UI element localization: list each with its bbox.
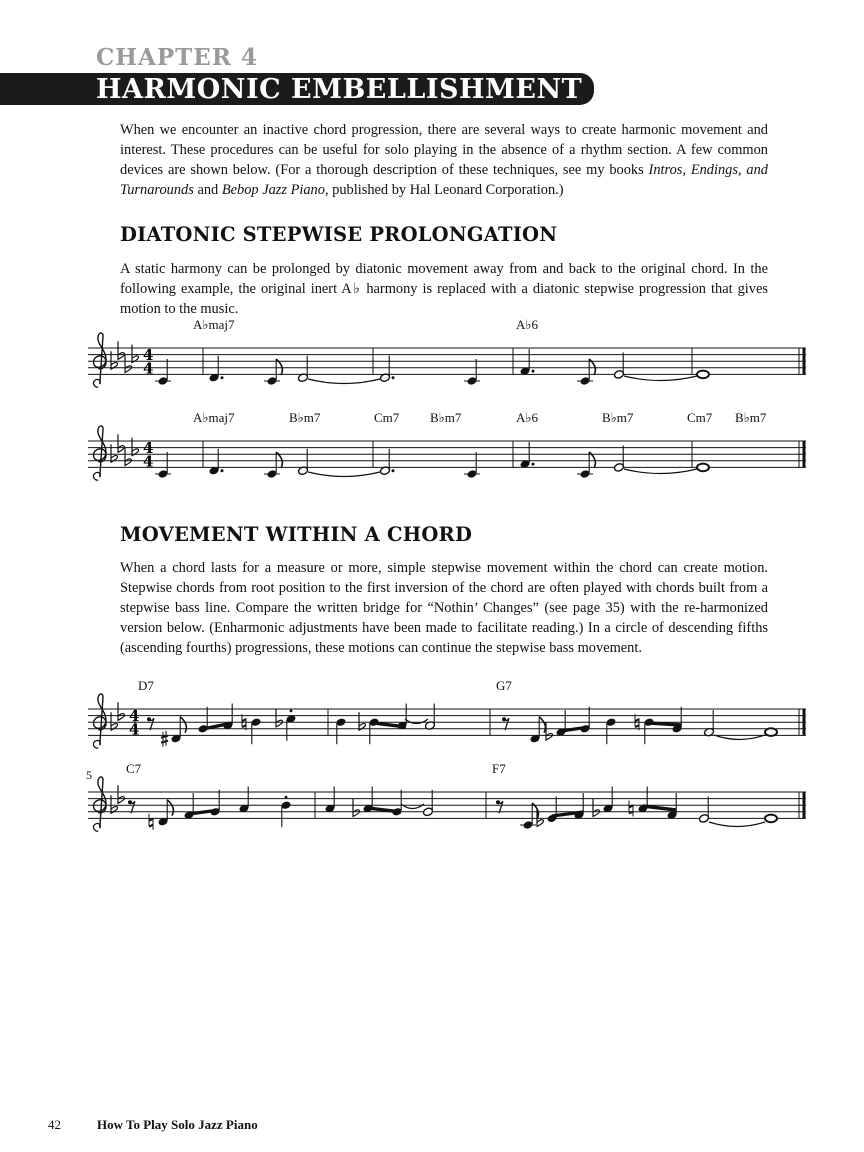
section-heading-diatonic: DIATONIC STEPWISE PROLONGATION: [120, 223, 558, 246]
footer-book-title: How To Play Solo Jazz Piano: [97, 1117, 258, 1132]
chord-symbol: A♭maj7: [193, 317, 235, 332]
time-signature-top: 4: [143, 346, 154, 365]
note-flag: [180, 717, 186, 733]
natural-icon: [629, 801, 633, 817]
chord-symbol: D7: [138, 678, 154, 693]
chord-symbol: G7: [496, 678, 512, 693]
augmentation-dot: [221, 469, 224, 472]
measure-number: 5: [86, 768, 92, 782]
section-paragraph-movement: When a chord lasts for a measure or more, simple stepwise movement within the chord can create motion. Stepwise chords from root position to the first inversion of the chord are often played with chords built from a stepwise bass line. Compare the written bridge for “Nothin’ Changes” (see page 35) with the re-harmonized version below. (Enharmonic adjustments have been made to facilitate reading.) In a circle of descending fifths (ascending fourths) progressions, these motions can continue the stepwise bass movement.: [120, 560, 768, 656]
staff-example-4: [86, 761, 806, 831]
flat-icon: [118, 702, 125, 720]
eighth-rest-icon: [147, 717, 154, 730]
whole-note: [765, 728, 777, 736]
chord-symbol: F7: [492, 761, 506, 776]
staccato-dot: [290, 710, 293, 713]
flat-icon: [546, 722, 553, 740]
chord-symbol: A♭6: [516, 410, 539, 425]
page-number: 42: [48, 1117, 61, 1132]
whole-note: [765, 815, 777, 823]
natural-icon: [149, 814, 153, 830]
tie: [709, 822, 765, 827]
eighth-rest-icon: [502, 717, 509, 730]
sharp-icon: [161, 731, 168, 747]
whole-note: [697, 464, 709, 472]
time-signature-top: 4: [143, 439, 154, 458]
note-flag: [167, 800, 173, 816]
beam: [649, 723, 681, 725]
chapter-title: HARMONIC EMBELLISHMENT: [96, 74, 583, 105]
chapter-label: CHAPTER 4: [96, 44, 258, 71]
staccato-dot: [285, 796, 288, 799]
treble-clef-icon: [93, 333, 106, 387]
flat-icon: [118, 785, 125, 803]
book-title-intros: Intros, Endings, and Turnarounds: [120, 162, 768, 198]
time-signature-bottom: 4: [143, 452, 154, 471]
staff-example-1: [88, 317, 806, 387]
section-heading-movement: MOVEMENT WITHIN A CHORD: [120, 523, 473, 546]
chord-symbol: C7: [126, 761, 142, 776]
tie: [308, 472, 380, 477]
flat-icon: [359, 712, 366, 730]
augmentation-dot: [392, 376, 395, 379]
chord-symbol: Cm7: [687, 410, 713, 425]
augmentation-dot: [221, 376, 224, 379]
note-flag: [539, 717, 545, 733]
whole-note: [697, 371, 709, 379]
flat-icon: [111, 444, 118, 462]
section-paragraph-diatonic: A static harmony can be prolonged by diatonic movement away from and back to the original chord. In the following example, the original inert A♭ harmony is replaced with a diatonic stepwise progression that gives motion to the music.: [120, 261, 768, 317]
chord-symbol: B♭m7: [735, 410, 767, 425]
tie: [624, 469, 697, 474]
tie: [401, 804, 424, 809]
flat-icon: [276, 709, 283, 727]
book-title-bebop: Bebop Jazz Piano: [221, 182, 325, 198]
augmentation-dot: [392, 469, 395, 472]
time-signature-bottom: 4: [143, 359, 154, 378]
staff-example-2: [88, 410, 806, 480]
flat-icon: [111, 795, 118, 813]
treble-clef-icon: [93, 777, 106, 831]
eighth-rest-icon: [128, 800, 135, 813]
tie: [308, 379, 380, 384]
flat-icon: [353, 799, 360, 817]
time-signature-bottom: 4: [129, 720, 140, 739]
flat-icon: [111, 712, 118, 730]
chord-symbol: B♭m7: [289, 410, 321, 425]
intro-paragraph: When we encounter an inactive chord progression, there are several ways to create harmonic movement and interest. These procedures can be useful for solo playing in the absence of a rhythm section. A few common devices are shown below. (For a thorough description of these techniques, see my books Intros, Endings, and Turnarounds and Bebop Jazz Piano, published by Hal Leonard Corporation.): [120, 122, 768, 198]
flat-icon: [118, 434, 125, 452]
eighth-rest-icon: [496, 800, 503, 813]
treble-clef-icon: [93, 694, 106, 748]
flat-icon: [118, 341, 125, 359]
chord-symbol: B♭m7: [430, 410, 462, 425]
flat-icon: [593, 799, 600, 817]
time-signature-top: 4: [129, 707, 140, 726]
chord-symbol: Cm7: [374, 410, 400, 425]
staff-example-3: [88, 678, 806, 748]
augmentation-dot: [532, 370, 535, 373]
beam: [643, 806, 676, 810]
chord-symbol: A♭6: [516, 317, 539, 332]
augmentation-dot: [532, 463, 535, 466]
tie: [624, 376, 697, 381]
tie: [405, 719, 428, 724]
flat-icon: [111, 351, 118, 369]
flat-icon: [132, 438, 139, 456]
flat-icon: [132, 345, 139, 363]
flat-icon: [125, 355, 132, 373]
chord-symbol: B♭m7: [602, 410, 634, 425]
treble-clef-icon: [93, 426, 106, 480]
flat-icon: [125, 448, 132, 466]
chord-symbol: A♭maj7: [193, 410, 235, 425]
